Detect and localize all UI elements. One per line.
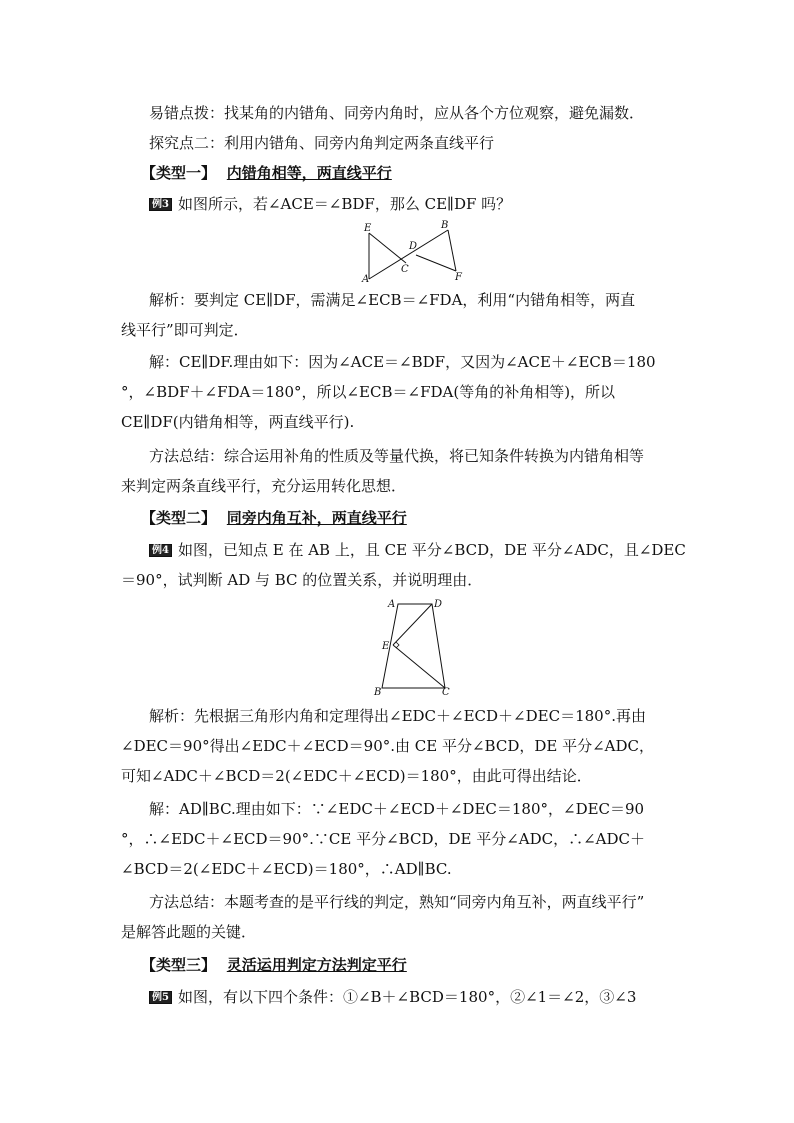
example-3-tag: 例3 xyxy=(149,198,172,211)
trapezoid-abcd xyxy=(382,604,445,688)
method-3-line-2: 来判定两条直线平行，充分运用转化思想． xyxy=(121,477,407,495)
analysis-4-line-2: ∠DEC＝90°得出∠EDC＋∠ECD＝90°.由 CE 平分∠BCD，DE 平分∠ADC， xyxy=(121,737,654,755)
example-5-question xyxy=(149,987,636,1007)
fig1-label-E: E xyxy=(364,223,372,234)
example-5-tag: 例5 xyxy=(149,991,172,1004)
fig1-label-B: B xyxy=(441,220,449,231)
section-heading: 探究点二：利用内错角、同旁内角判定两条直线平行 xyxy=(149,134,495,152)
solution-3-line-2: °，∠BDF＋∠FDA＝180°，所以∠ECB＝∠FDA(等角的补角相等)，所以 xyxy=(121,383,616,401)
type-one-heading xyxy=(141,163,392,183)
line-ed xyxy=(393,604,432,645)
example-4-question-1 xyxy=(149,540,686,560)
fig1-label-A: A xyxy=(362,274,370,283)
type-three-heading xyxy=(141,955,407,975)
fig1-label-F: F xyxy=(455,272,462,283)
example-3-question xyxy=(149,194,511,214)
fig2-label-B: B xyxy=(374,687,382,698)
type-one-bracket: 【类型一】 xyxy=(141,164,217,182)
solution-3-line-1: 解：CE∥DF.理由如下：因为∠ACE＝∠BDF，又因为∠ACE＋∠ECB＝180 xyxy=(149,353,656,371)
right-angle-mark xyxy=(396,642,399,648)
example-4-tag: 例4 xyxy=(149,544,172,557)
example-4-text-1: 如图，已知点 E 在 AB 上，且 CE 平分∠BCD，DE 平分∠ADC，且∠DEC xyxy=(177,541,686,559)
figure-example-3 xyxy=(360,219,470,283)
method-4-line-2: 是解答此题的关键． xyxy=(121,923,257,941)
fig1-label-C: C xyxy=(401,264,409,275)
solution-3-line-3: CE∥DF(内错角相等，两直线平行). xyxy=(121,413,355,431)
solution-4-line-3: ∠BCD＝2(∠EDC＋∠ECD)＝180°，∴AD∥BC. xyxy=(121,860,452,878)
example-3-text: 如图所示，若∠ACE＝∠BDF，那么 CE∥DF 吗？ xyxy=(177,195,512,213)
example-5-text: 如图，有以下四个条件：①∠B＋∠BCD＝180°，②∠1＝∠2，③∠3 xyxy=(177,988,637,1006)
fig1-label-D: D xyxy=(409,241,418,252)
type-one-title: 内错角相等，两直线平行 xyxy=(226,164,392,182)
analysis-4-line-1: 解析：先根据三角形内角和定理得出∠EDC＋∠ECD＋∠DEC＝180°.再由 xyxy=(149,707,646,725)
example-4-question-2: ＝90°，试判断 AD 与 BC 的位置关系，并说明理由． xyxy=(121,571,483,589)
type-three-bracket: 【类型三】 xyxy=(141,956,217,974)
fig2-label-D: D xyxy=(434,599,443,610)
type-three-title: 灵活运用判定方法判定平行 xyxy=(226,956,407,974)
analysis-3-line-2: 线平行”即可判定． xyxy=(121,321,249,339)
analysis-4-line-3: 可知∠ADC＋∠BCD＝2(∠EDC＋∠ECD)＝180°，由此可得出结论． xyxy=(121,767,592,785)
type-two-bracket: 【类型二】 xyxy=(141,509,217,527)
tip-line: 易错点拨：找某角的内错角、同旁内角时，应从各个方位观察，避免漏数． xyxy=(149,104,645,122)
line-ec-2 xyxy=(393,645,445,688)
line-bf xyxy=(448,230,456,271)
fig2-label-E: E xyxy=(382,641,390,652)
solution-4-line-1: 解：AD∥BC.理由如下：∵∠EDC＋∠ECD＋∠DEC＝180°，∠DEC＝90 xyxy=(149,800,645,818)
figure-example-4 xyxy=(370,595,460,699)
analysis-3-line-1: 解析：要判定 CE∥DF，需满足∠ECB＝∠FDA，利用“内错角相等，两直 xyxy=(149,291,636,309)
type-two-title: 同旁内角互补，两直线平行 xyxy=(226,509,407,527)
line-ec xyxy=(369,233,406,263)
method-4-line-1: 方法总结：本题考查的是平行线的判定，熟知“同旁内角互补，两直线平行” xyxy=(149,893,645,911)
fig2-label-C: C xyxy=(442,687,450,698)
line-df xyxy=(416,255,456,271)
type-two-heading xyxy=(141,508,407,528)
solution-4-line-2: °，∴∠EDC＋∠ECD＝90°.∵CE 平分∠BCD，DE 平分∠ADC，∴∠ADC＋ xyxy=(121,830,646,848)
fig2-label-A: A xyxy=(388,599,396,610)
method-3-line-1: 方法总结：综合运用补角的性质及等量代换，将已知条件转换为内错角相等 xyxy=(149,447,645,465)
